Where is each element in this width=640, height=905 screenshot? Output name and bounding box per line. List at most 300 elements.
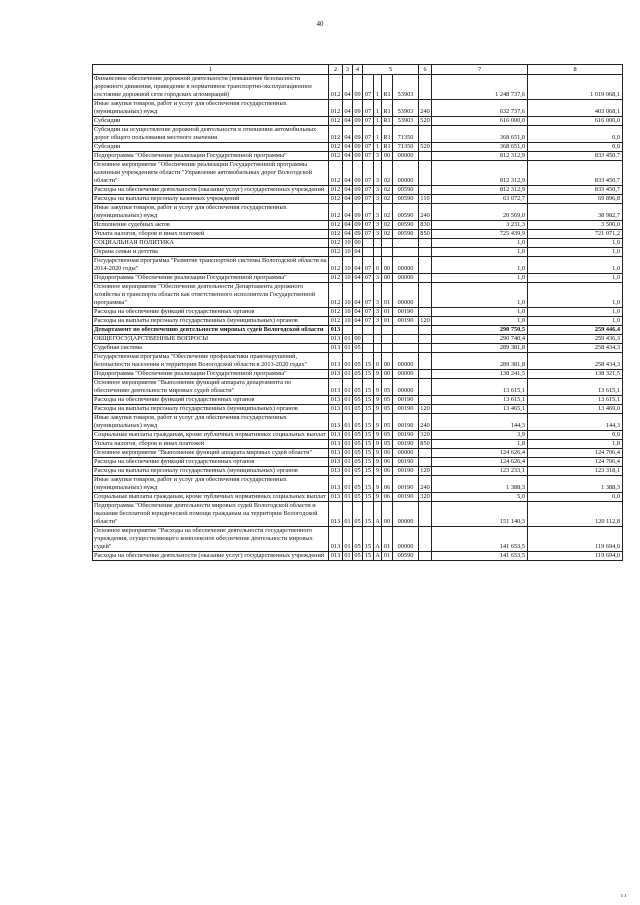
code-cell: 012 — [329, 75, 343, 100]
code-cell: 05 — [382, 405, 393, 414]
code-cell: 9 — [374, 493, 382, 502]
code-cell: 012 — [329, 117, 343, 126]
table-row — [93, 274, 623, 283]
code-cell: 04 — [344, 195, 351, 202]
code-cell: 00190 — [393, 308, 419, 317]
code-cell: 15 — [363, 476, 374, 493]
code-cell: 05 — [382, 440, 393, 449]
code-cell: 012 — [329, 230, 343, 239]
code-cell: 012 — [329, 257, 343, 274]
amount-cell: 725 439,9 — [432, 230, 528, 239]
code-cell: 07 — [363, 75, 374, 100]
row-label: Подпрограмма "Обеспечение реализации Государственной программы" — [93, 152, 329, 161]
row-label: Основное мероприятие "Выполнение функций аппарата департамента по обеспечению деятельности мировых судей области" — [93, 379, 329, 396]
code-cell: 71350 — [393, 143, 419, 152]
row-label: Государственная программа "Развитие транспортной системы Вологодской области на 2014-2020 годы" — [94, 257, 327, 272]
amount-cell: 123 318,1 — [528, 467, 623, 476]
code-cell: 15 — [363, 449, 374, 458]
code-cell: 01 — [344, 458, 351, 465]
code-cell — [419, 239, 432, 248]
table-row — [93, 126, 623, 143]
amount-cell: 721 071,2 — [528, 230, 623, 239]
code-cell — [419, 353, 432, 370]
amount-cell: 1,0 — [528, 257, 623, 274]
amount-cell: 289 381,8 — [432, 353, 528, 370]
amount-cell: 144,3 — [432, 414, 528, 431]
table-row — [93, 379, 623, 396]
code-cell: 00590 — [393, 195, 419, 204]
code-cell: 01 — [343, 353, 353, 370]
code-cell: 15 — [363, 379, 374, 396]
code-cell: 05 — [354, 344, 361, 351]
amount-cell: 1,8 — [528, 440, 623, 449]
code-cell: 00 — [382, 274, 393, 283]
code-cell — [419, 248, 432, 257]
code-cell: 15 — [363, 458, 374, 467]
code-cell: 013 — [329, 449, 343, 458]
code-cell — [419, 335, 432, 344]
page-number: 40 — [316, 20, 324, 28]
code-cell: 3 — [374, 274, 382, 283]
code-cell — [374, 335, 382, 344]
code-cell: А — [374, 527, 382, 552]
code-cell: 07 — [363, 161, 374, 186]
code-cell: 05 — [354, 440, 361, 447]
code-cell: 04 — [354, 248, 361, 255]
code-cell: 012 — [329, 195, 343, 204]
code-cell: 012 — [329, 283, 343, 308]
code-cell: 320 — [420, 431, 430, 438]
code-cell: 05 — [354, 431, 361, 438]
code-cell: 013 — [329, 458, 343, 467]
amount-cell: 138 321,5 — [528, 370, 623, 379]
code-cell: 04 — [354, 274, 361, 281]
code-cell: 3 — [374, 317, 382, 326]
code-cell: 120 — [420, 317, 430, 324]
code-cell — [363, 335, 374, 344]
code-cell: 09 — [354, 143, 361, 150]
code-cell: 05 — [354, 467, 361, 474]
code-cell: 04 — [344, 143, 351, 150]
code-cell: 01 — [344, 467, 351, 474]
code-cell: 00590 — [393, 552, 419, 561]
code-cell: 00000 — [393, 527, 419, 552]
code-cell: 013 — [329, 467, 343, 476]
code-cell: 00190 — [393, 396, 419, 405]
amount-cell: 13 465,1 — [432, 405, 528, 414]
code-cell: 07 — [363, 257, 374, 274]
table-row — [93, 161, 623, 186]
code-cell: 10 — [344, 308, 351, 315]
code-cell: 06 — [382, 449, 393, 458]
code-cell: 0 — [374, 353, 382, 370]
code-cell: 00 — [354, 239, 361, 246]
code-cell — [363, 248, 374, 257]
amount-cell: 1 388,3 — [432, 476, 528, 493]
code-cell: 15 — [363, 440, 374, 449]
code-cell: 15 — [363, 431, 374, 440]
code-cell: 01 — [382, 317, 393, 326]
code-cell: 00000 — [393, 353, 419, 370]
code-cell: 830 — [420, 221, 430, 228]
table-row — [93, 308, 623, 317]
code-cell: 00000 — [393, 161, 419, 186]
header-cell: 4 — [353, 65, 363, 75]
code-cell: 00190 — [393, 467, 419, 476]
amount-cell: 1,0 — [432, 274, 528, 283]
amount-cell: 120 112,8 — [528, 502, 623, 527]
code-cell: 00190 — [393, 414, 419, 431]
code-cell: 02 — [382, 186, 393, 195]
code-cell: 012 — [329, 317, 343, 326]
code-cell: 013 — [329, 431, 343, 440]
code-cell: 1 — [374, 126, 382, 143]
code-cell — [363, 344, 374, 353]
table-row — [93, 204, 623, 221]
code-cell: 53903 — [393, 100, 419, 117]
code-cell: 013 — [329, 344, 343, 353]
code-cell: 00 — [382, 257, 393, 274]
row-label: Социальные выплаты гражданам, кроме публичных нормативных социальных выплат — [93, 431, 329, 440]
amount-cell: 0,0 — [528, 143, 623, 152]
row-label: Иные закупки товаров, работ и услуг для обеспечения государственных (муниципальных) нужд — [93, 100, 329, 117]
code-cell: 07 — [363, 283, 374, 308]
code-cell — [419, 344, 432, 353]
code-cell: 00 — [354, 335, 361, 342]
code-cell: 3 — [374, 152, 382, 161]
amount-cell: 812 312,9 — [432, 186, 528, 195]
code-cell: А — [375, 552, 380, 559]
table-row — [93, 449, 623, 458]
code-cell — [393, 239, 419, 248]
code-cell: 00590 — [393, 204, 419, 221]
row-label: Охрана семьи и детства — [93, 248, 329, 257]
code-cell: 05 — [354, 405, 361, 412]
code-cell: 05 — [382, 431, 393, 440]
header-cell: 7 — [432, 65, 528, 75]
code-cell: 1 — [374, 117, 382, 126]
code-cell: 02 — [382, 230, 393, 239]
code-cell: 012 — [329, 126, 343, 143]
row-label: Расходы на обеспечение функций государственных органов — [93, 396, 329, 405]
code-cell: 04 — [353, 283, 363, 308]
row-label: Расходы на обеспечение деятельности (оказание услуг) государственных учреждений — [93, 552, 329, 561]
code-cell: 05 — [353, 476, 363, 493]
amount-cell: 258 434,3 — [528, 353, 623, 370]
table-row — [93, 502, 623, 527]
code-cell: А — [374, 502, 382, 527]
amount-cell: 3 231,3 — [432, 221, 528, 230]
code-cell — [363, 239, 374, 248]
code-cell: 3 — [374, 186, 382, 195]
code-cell: 520 — [420, 143, 430, 150]
table-row — [93, 414, 623, 431]
code-cell: 012 — [329, 274, 343, 283]
code-cell: 05 — [353, 379, 363, 396]
amount-cell: 141 653,5 — [432, 552, 528, 561]
code-cell: 01 — [344, 552, 351, 559]
amount-cell: 616 000,0 — [432, 117, 528, 126]
code-cell: 01 — [344, 335, 351, 342]
row-label: Иные закупки товаров, работ и услуг для обеспечения государственных (муниципальных) нужд — [93, 204, 329, 221]
code-cell: 1 — [374, 75, 382, 100]
header-cell: 8 — [528, 65, 623, 75]
code-cell — [382, 344, 393, 353]
code-cell: 520 — [420, 117, 430, 124]
amount-cell: 0,0 — [528, 431, 623, 440]
amount-cell: 290 740,4 — [432, 335, 528, 344]
amount-cell: 259 436,3 — [528, 335, 623, 344]
code-cell: 012 — [329, 161, 343, 186]
code-cell — [419, 274, 432, 283]
table-row — [93, 527, 623, 552]
code-cell: 10 — [344, 274, 351, 281]
amount-cell: 141 653,5 — [432, 527, 528, 552]
code-cell — [374, 248, 382, 257]
table-row — [93, 353, 623, 370]
code-cell: 05 — [354, 370, 361, 377]
code-cell — [419, 396, 432, 405]
row-label: СОЦИАЛЬНАЯ ПОЛИТИКА — [93, 239, 329, 248]
code-cell: 04 — [354, 317, 361, 324]
code-cell: 07 — [363, 126, 374, 143]
amount-cell: 812 312,9 — [432, 152, 528, 161]
amount-cell: 289 381,8 — [432, 344, 528, 353]
code-cell — [419, 502, 432, 527]
code-cell: 01 — [343, 379, 353, 396]
code-cell: 013 — [329, 370, 343, 379]
table-row — [93, 195, 623, 204]
code-cell: 00190 — [393, 405, 419, 414]
code-cell: 00590 — [393, 230, 419, 239]
code-cell: 07 — [363, 186, 374, 195]
code-cell: 09 — [353, 75, 363, 100]
code-cell: 00590 — [393, 186, 419, 195]
code-cell — [419, 326, 432, 335]
code-cell: 15 — [363, 493, 374, 502]
table-row — [93, 317, 623, 326]
code-cell: 05 — [382, 379, 393, 396]
code-cell — [374, 344, 382, 353]
header-cell: 1 — [93, 65, 329, 75]
code-cell — [419, 75, 432, 100]
code-cell — [393, 248, 419, 257]
code-cell: 013 — [329, 335, 343, 344]
table-row — [93, 326, 623, 335]
code-cell: 07 — [363, 152, 374, 161]
code-cell: 05 — [353, 527, 363, 552]
code-cell: 06 — [382, 476, 393, 493]
code-cell: 05 — [353, 353, 363, 370]
row-label: Основное мероприятие "Расходы на обеспечение деятельности государственного учреждения, осуществляющего комплексное обеспечение деятельности мировых судей" — [93, 527, 329, 552]
code-cell: 15 — [363, 370, 374, 379]
code-cell: 01 — [382, 527, 393, 552]
row-label: Департамент по обеспечению деятельности мировых судей Вологодской области — [93, 326, 329, 335]
amount-cell: 0,0 — [528, 493, 623, 502]
table-row — [93, 458, 623, 467]
code-cell: 04 — [353, 257, 363, 274]
code-cell: 09 — [354, 221, 361, 228]
amount-cell: 5,0 — [432, 493, 528, 502]
table-body — [93, 75, 623, 561]
code-cell: 01 — [343, 502, 353, 527]
code-cell: 120 — [420, 467, 430, 474]
code-cell: 01 — [344, 370, 351, 377]
code-cell: R1 — [382, 100, 393, 117]
amount-cell: 368 651,0 — [432, 126, 528, 143]
code-cell: 15 — [363, 552, 374, 561]
table-row — [93, 143, 623, 152]
code-cell: 9 — [374, 467, 382, 476]
table-row — [93, 239, 623, 248]
code-cell: 05 — [353, 414, 363, 431]
code-cell: 240 — [419, 204, 432, 221]
code-cell: 00000 — [393, 274, 419, 283]
code-cell: 00000 — [393, 449, 419, 458]
code-cell: 09 — [353, 161, 363, 186]
amount-cell: 632 737,6 — [432, 100, 528, 117]
code-cell: 01 — [382, 308, 393, 317]
code-cell: 9 — [374, 396, 382, 405]
code-cell: 850 — [420, 440, 430, 447]
amount-cell: 290 750,5 — [432, 326, 528, 335]
code-cell: 3 — [374, 161, 382, 186]
row-label: Расходы на обеспечение функций государственных органов — [93, 458, 329, 467]
code-cell: 10 — [344, 239, 351, 246]
code-cell: 05 — [382, 396, 393, 405]
code-cell — [393, 344, 419, 353]
table-row — [93, 431, 623, 440]
row-label: Уплата налогов, сборов и иных платежей — [93, 230, 329, 239]
code-cell: 1 — [374, 143, 382, 152]
code-cell: 01 — [343, 476, 353, 493]
code-cell: 00190 — [393, 493, 419, 502]
amount-cell: 13 615,1 — [528, 396, 623, 405]
code-cell: 02 — [382, 221, 393, 230]
code-cell: 0 — [374, 257, 382, 274]
code-cell: 09 — [354, 117, 361, 124]
code-cell: 04 — [344, 221, 351, 228]
table-row — [93, 230, 623, 239]
amount-cell: 38 982,7 — [528, 204, 623, 221]
header-row — [93, 65, 623, 75]
code-cell: 04 — [343, 161, 353, 186]
code-cell: 04 — [343, 75, 353, 100]
code-cell — [382, 239, 393, 248]
code-cell: 04 — [344, 186, 351, 193]
code-cell: 15 — [363, 414, 374, 431]
code-cell: 09 — [354, 152, 361, 159]
code-cell: 07 — [363, 143, 374, 152]
code-cell: 06 — [382, 493, 393, 502]
row-label: Судебная система — [93, 344, 329, 353]
code-cell — [419, 458, 432, 467]
row-label: Основное мероприятие "Выполнение функций аппарата мировых судей области" — [93, 449, 329, 458]
code-cell: 10 — [344, 317, 351, 324]
code-cell: 07 — [363, 100, 374, 117]
code-cell: 02 — [382, 195, 393, 204]
code-cell: 15 — [363, 467, 374, 476]
row-label: Субсидии — [93, 143, 329, 152]
code-cell: 013 — [329, 396, 343, 405]
table-row — [93, 396, 623, 405]
row-label: ОБЩЕГОСУДАРСТВЕННЫЕ ВОПРОСЫ — [93, 335, 329, 344]
code-cell: 850 — [420, 230, 430, 237]
amount-cell: 1 019 068,1 — [528, 75, 623, 100]
code-cell: 013 — [329, 440, 343, 449]
row-label: Расходы на выплаты персоналу казенных учреждений — [93, 195, 329, 204]
code-cell — [419, 552, 432, 561]
header-cell: 2 — [329, 65, 343, 75]
row-label: Финансовое обеспечение дорожной деятельности (повышение безопасности дорожного движения, приведение в нормативное транспортно-эксплуатационное состояние дорожной сети городских агломераций) — [93, 75, 329, 100]
amount-cell: 124 706,4 — [528, 449, 623, 458]
code-cell: 9 — [374, 440, 382, 449]
amount-cell: 124 626,4 — [432, 449, 528, 458]
header-cell: 6 — [419, 65, 432, 75]
code-cell: 013 — [329, 405, 343, 414]
code-cell: 3 — [374, 204, 382, 221]
amount-cell: 3,9 — [432, 431, 528, 440]
amount-cell: 833 450,7 — [528, 152, 623, 161]
code-cell: 3 — [374, 230, 382, 239]
code-cell: 9 — [374, 370, 382, 379]
row-label: Уплата налогов, сборов и иных платежей — [93, 440, 329, 449]
code-cell: 05 — [354, 493, 361, 500]
code-cell: 00 — [382, 353, 393, 370]
code-cell: 05 — [354, 552, 361, 559]
header-cell: 3 — [343, 65, 353, 75]
table-row — [93, 467, 623, 476]
code-cell: 00190 — [393, 317, 419, 326]
code-cell — [382, 326, 393, 335]
table-row — [93, 552, 623, 561]
code-cell: 53903 — [393, 117, 419, 126]
table-row — [93, 75, 623, 100]
code-cell: 05 — [382, 414, 393, 431]
code-cell: 120 — [420, 405, 430, 412]
code-cell: 00 — [382, 152, 393, 161]
amount-cell: 144,3 — [528, 414, 623, 431]
row-label: Подпрограмма "Обеспечение реализации Государственной программы" — [93, 370, 329, 379]
amount-cell: 1,0 — [432, 239, 528, 248]
amount-cell: 138 241,5 — [432, 370, 528, 379]
code-cell: 3 — [374, 308, 382, 317]
code-cell: R1 — [383, 143, 391, 150]
code-cell: 00190 — [393, 458, 419, 467]
code-cell: 012 — [329, 248, 343, 257]
code-cell — [353, 326, 363, 335]
code-cell: 01 — [344, 405, 351, 412]
amount-cell: 13 615,1 — [528, 379, 623, 396]
code-cell: 9 — [374, 405, 382, 414]
code-cell: 07 — [363, 274, 374, 283]
code-cell — [419, 449, 432, 458]
code-cell: 110 — [420, 195, 430, 202]
code-cell: 013 — [329, 527, 343, 552]
code-cell: 00000 — [393, 257, 419, 274]
code-cell: 04 — [354, 308, 361, 315]
amount-cell: 812 312,9 — [432, 161, 528, 186]
row-label: Подпрограмма "Обеспечение реализации Государственной программы" — [93, 274, 329, 283]
page-mark: ı ı — [621, 893, 626, 899]
code-cell: 10 — [343, 257, 353, 274]
code-cell: 9 — [374, 431, 382, 440]
code-cell: 00000 — [393, 379, 419, 396]
code-cell: 00000 — [393, 152, 419, 161]
code-cell: 00590 — [393, 221, 419, 230]
amount-cell: 69 896,8 — [528, 195, 623, 204]
code-cell — [419, 283, 432, 308]
